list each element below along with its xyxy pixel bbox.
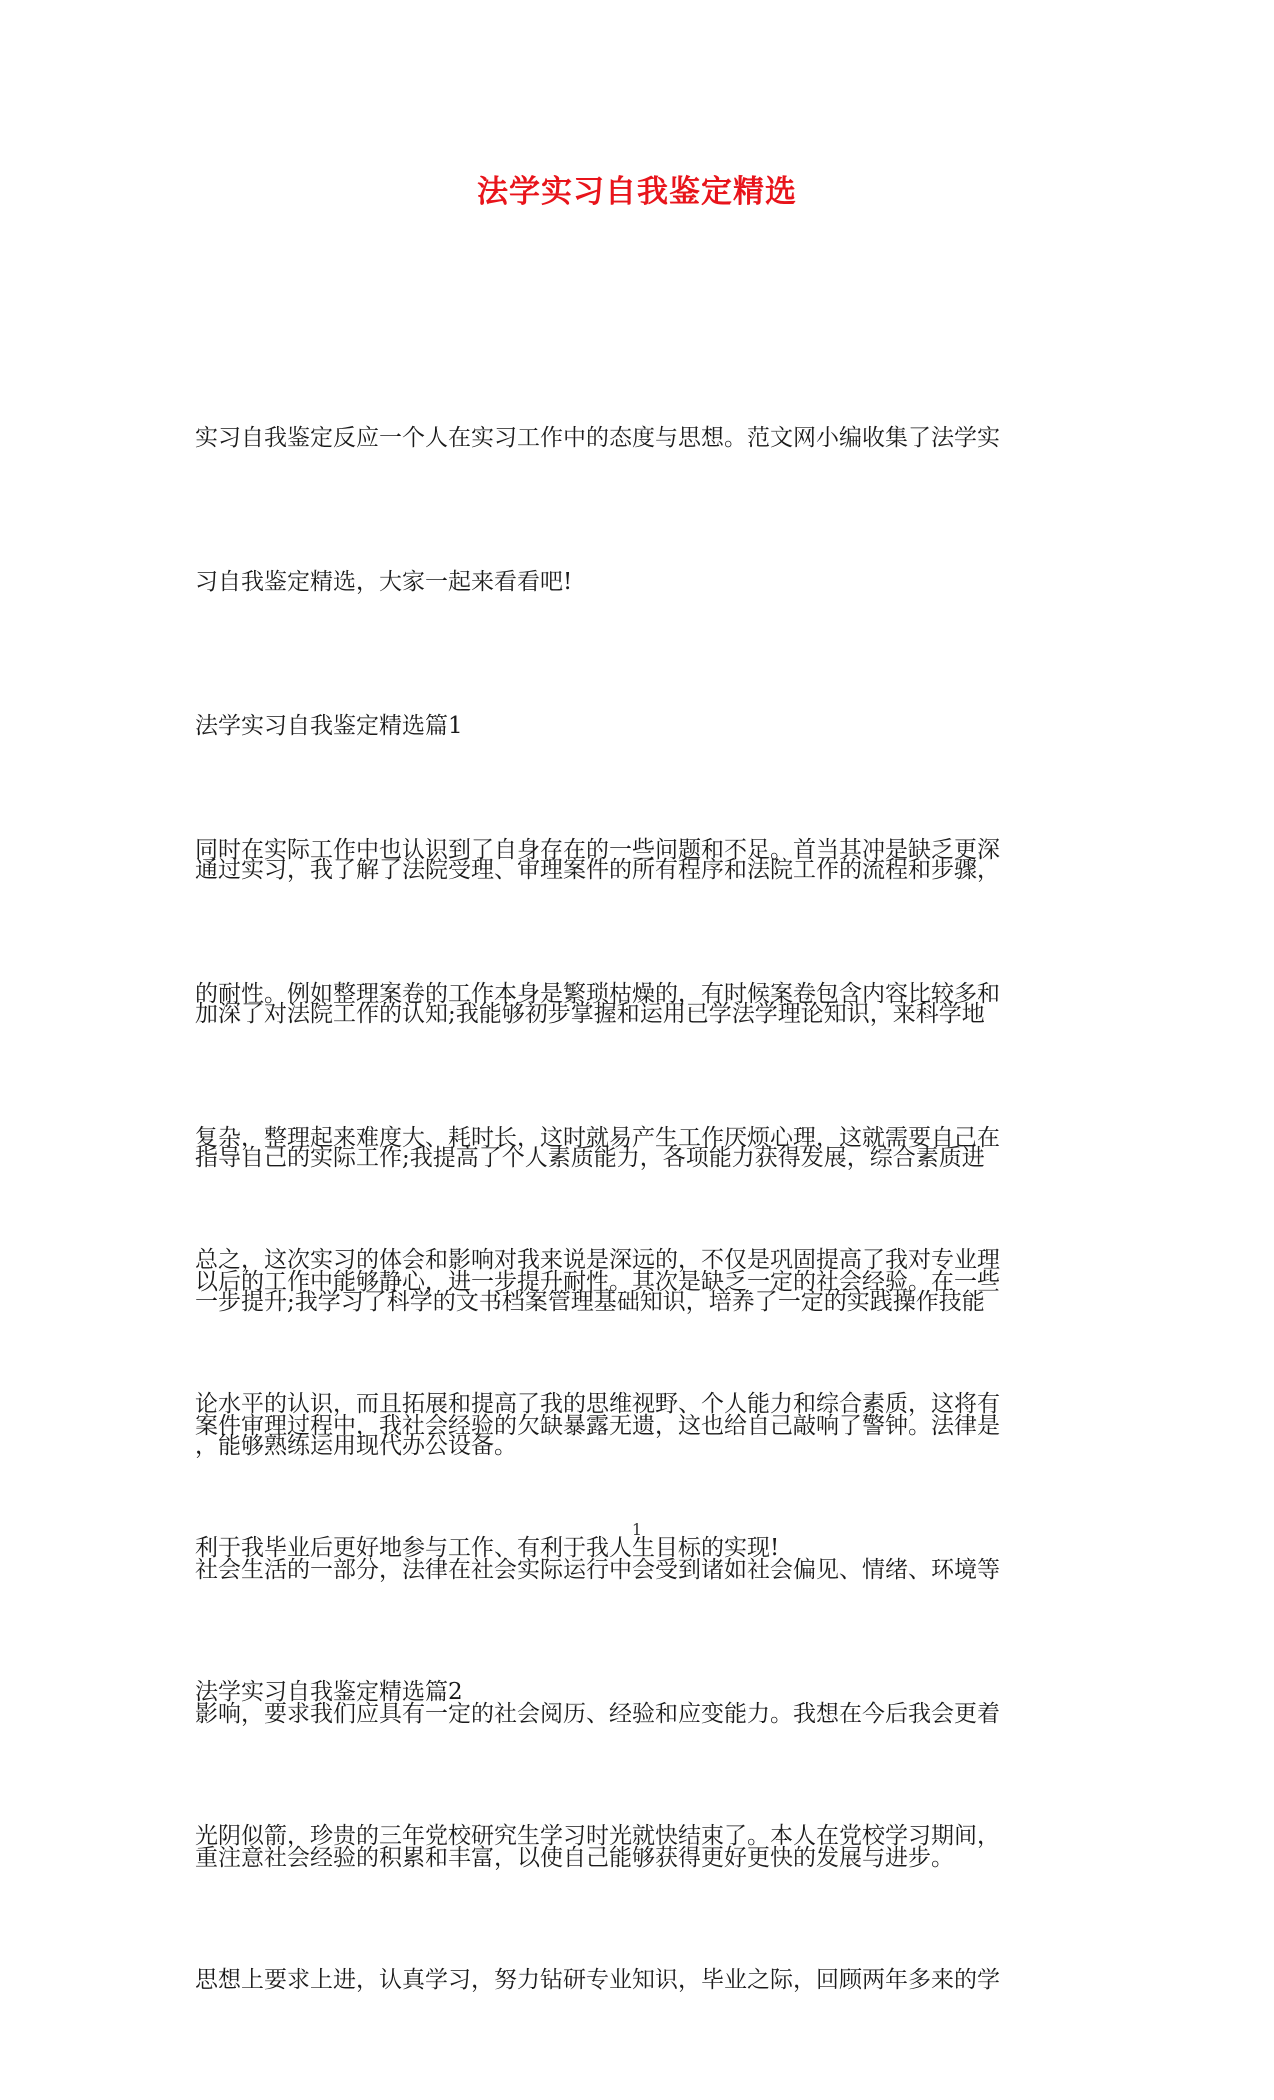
text-line: 以后的工作中能够静心，进一步提升耐性。其次是缺乏一定的社会经验。在一些 <box>195 1269 1000 1295</box>
section-heading-1: 法学实习自我鉴定精选篇1 <box>195 713 463 739</box>
text-line: 同时在实际工作中也认识到了自身存在的一些问题和不足。首当其冲是缺乏更深 <box>195 837 1000 863</box>
text-line: 指导自己的实际工作;我提高了个人素质能力，各项能力获得发展，综合素质进 <box>195 1145 985 1171</box>
text-line: 加深了对法院工作的认知;我能够初步掌握和运用已学法学理论知识，来科学地 <box>195 1001 985 1027</box>
text-line: 的耐性。例如整理案卷的工作本身是繁琐枯燥的，有时候案卷包含内容比较多和 <box>195 981 1000 1007</box>
text-line: 影响，要求我们应具有一定的社会阅历、经验和应变能力。我想在今后我会更着 <box>195 1701 1000 1727</box>
document-title: 法学实习自我鉴定精选 <box>477 174 797 210</box>
text-line: 光阴似箭，珍贵的三年党校研究生学习时光就快结束了。本人在党校学习期间， <box>195 1823 1000 1849</box>
text-line: 通过实习，我了解了法院受理、审理案件的所有程序和法院工作的流程和步骤， <box>195 857 1000 883</box>
text-line: 论水平的认识，而且拓展和提高了我的思维视野、个人能力和综合素质，这将有 <box>195 1391 1000 1417</box>
text-line: 重注意社会经验的积累和丰富，以使自己能够获得更好更快的发展与进步。 <box>195 1845 954 1871</box>
text-line: 一步提升;我学习了科学的文书档案管理基础知识，培养了一定的实践操作技能 <box>195 1289 985 1315</box>
text-line: 实习自我鉴定反应一个人在实习工作中的态度与思想。范文网小编收集了法学实 <box>195 425 1000 451</box>
text-line: 总之，这次实习的体会和影响对我来说是深远的，不仅是巩固提高了我对专业理 <box>195 1247 1000 1273</box>
text-line: 案件审理过程中，我社会经验的欠缺暴露无遗，这也给自己敲响了警钟。法律是 <box>195 1413 1000 1439</box>
section1-paragraph-3 <box>195 1140 1075 2100</box>
text-line: 习自我鉴定精选，大家一起来看看吧! <box>195 569 573 595</box>
page-number: 1 <box>631 1520 643 1539</box>
text-line: 利于我毕业后更好地参与工作、有利于我人生目标的实现! <box>195 1535 780 1561</box>
section-heading-2: 法学实习自我鉴定精选篇2 <box>195 1679 463 1705</box>
text-line: 复杂，整理起来难度大、耗时长，这时就易产生工作厌烦心理，这就需要自己在 <box>195 1125 1000 1151</box>
text-line: 思想上要求上进，认真学习，努力钻研专业知识，毕业之际，回顾两年多来的学 <box>195 1967 1000 1993</box>
text-line: ，能够熟练运用现代办公设备。 <box>195 1433 517 1459</box>
text-line: 社会生活的一部分，法律在社会实际运行中会受到诸如社会偏见、情绪、环境等 <box>195 1557 1000 1583</box>
